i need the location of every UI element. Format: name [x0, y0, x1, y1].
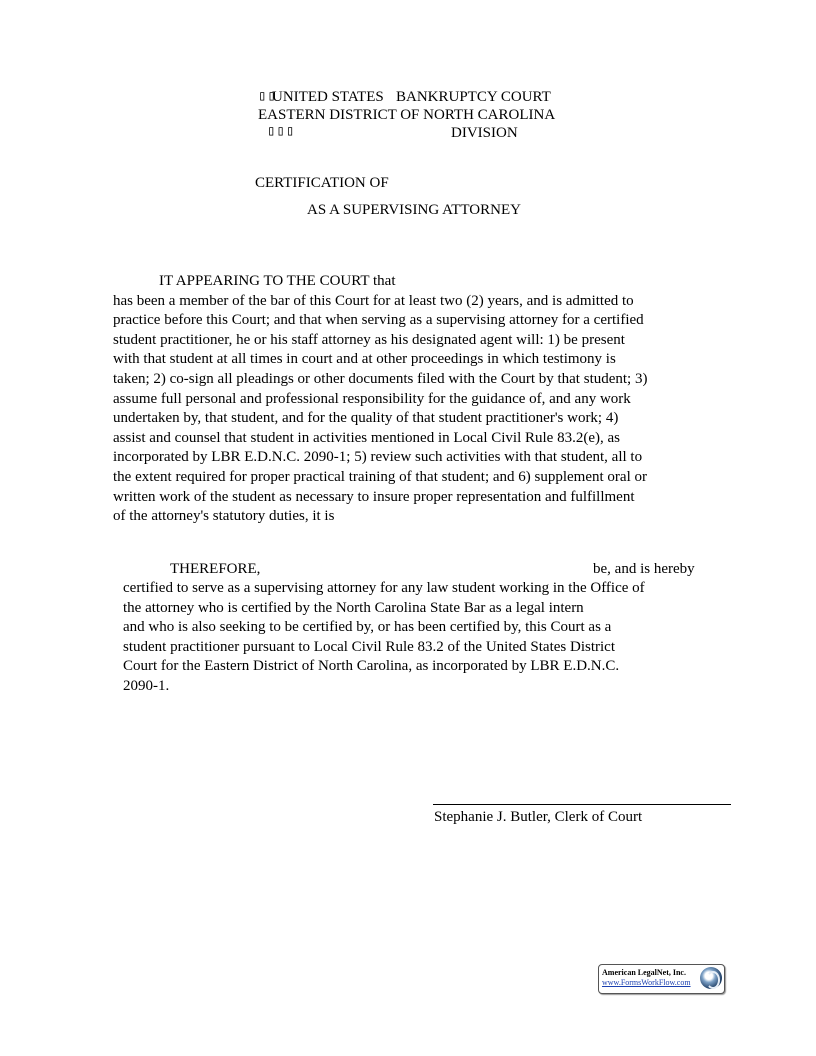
american-legalnet-logo[interactable]: [598, 964, 725, 994]
division-label: DIVISION: [451, 125, 518, 141]
paragraph-line: practice before this Court; and that when serving as a supervising attorney for a certified: [113, 312, 644, 329]
order-paragraph: [123, 579, 645, 697]
therefore-label: THEREFORE,: [170, 561, 261, 577]
paragraph-line: of the attorney's statutory duties, it is: [113, 508, 335, 525]
logo-url-link[interactable]: www.FormsWorkFlow.com: [602, 978, 691, 987]
paragraph-line: student practitioner pursuant to Local Civil Rule 83.2 of the United States District: [123, 638, 615, 655]
paragraph-line: 2090-1.: [123, 677, 170, 694]
paragraph-line: written work of the student as necessary to insure proper representation and fulfillment: [113, 488, 635, 505]
certification-title: CERTIFICATION OF: [255, 175, 389, 191]
signature-line: [433, 804, 731, 805]
paragraph-line: assume full personal and professional responsibility for the guidance of, and any work: [113, 390, 631, 407]
paragraph-line: undertaken by, that student, and for the quality of that student practitioner's work; 4): [113, 410, 619, 427]
paragraph-line: IT APPEARING TO THE COURT that: [159, 273, 396, 289]
paragraph-line: and who is also seeking to be certified by, or has been certified by, this Court as a: [123, 619, 612, 636]
court-name-part2: BANKRUPTCY COURT: [396, 89, 551, 105]
paragraph-line: certified to serve as a supervising attorney for any law student working in the Office of: [123, 580, 645, 596]
court-name-part1: UNITED STATES: [272, 89, 384, 105]
paragraph-line: Court for the Eastern District of North Carolina, as incorporated by LBR E.D.N.C.: [123, 658, 620, 675]
district-name: EASTERN DISTRICT OF NORTH CAROLINA: [258, 107, 556, 123]
globe-logo-icon: [700, 967, 722, 989]
paragraph-line: taken; 2) co-sign all pleadings or other documents filed with the Court by that student; 3): [113, 370, 648, 387]
paragraph-line: has been a member of the bar of this Court for at least two (2) years, and is admitted to: [113, 292, 634, 309]
be-hereby-text: be, and is hereby: [593, 561, 695, 577]
paragraph-line: the attorney who is certified by the North Carolina State Bar as a legal intern: [123, 599, 584, 616]
placeholder-glyphs: ▯▯: [258, 88, 277, 104]
logo-company-name: American LegalNet, Inc.: [602, 968, 686, 977]
clerk-signature-name: Stephanie J. Butler, Clerk of Court: [434, 809, 643, 825]
placeholder-glyphs: ▯▯▯: [267, 123, 296, 139]
paragraph-line: the extent required for proper practical training of that student; and 6) supplement oral or: [113, 468, 647, 485]
paragraph-line: incorporated by LBR E.D.N.C. 2090-1; 5) review such activities with that student, all to: [113, 449, 643, 466]
paragraph-line: student practitioner, he or his staff attorney as his designated agent will: 1) be present: [113, 331, 625, 348]
findings-paragraph: [113, 272, 647, 527]
paragraph-line: with that student at all times in court and at other proceedings in which testimony is: [113, 351, 616, 368]
paragraph-line: assist and counsel that student in activities mentioned in Local Civil Rule 83.2(e), as: [113, 429, 620, 446]
certification-subtitle: AS A SUPERVISING ATTORNEY: [307, 202, 521, 218]
